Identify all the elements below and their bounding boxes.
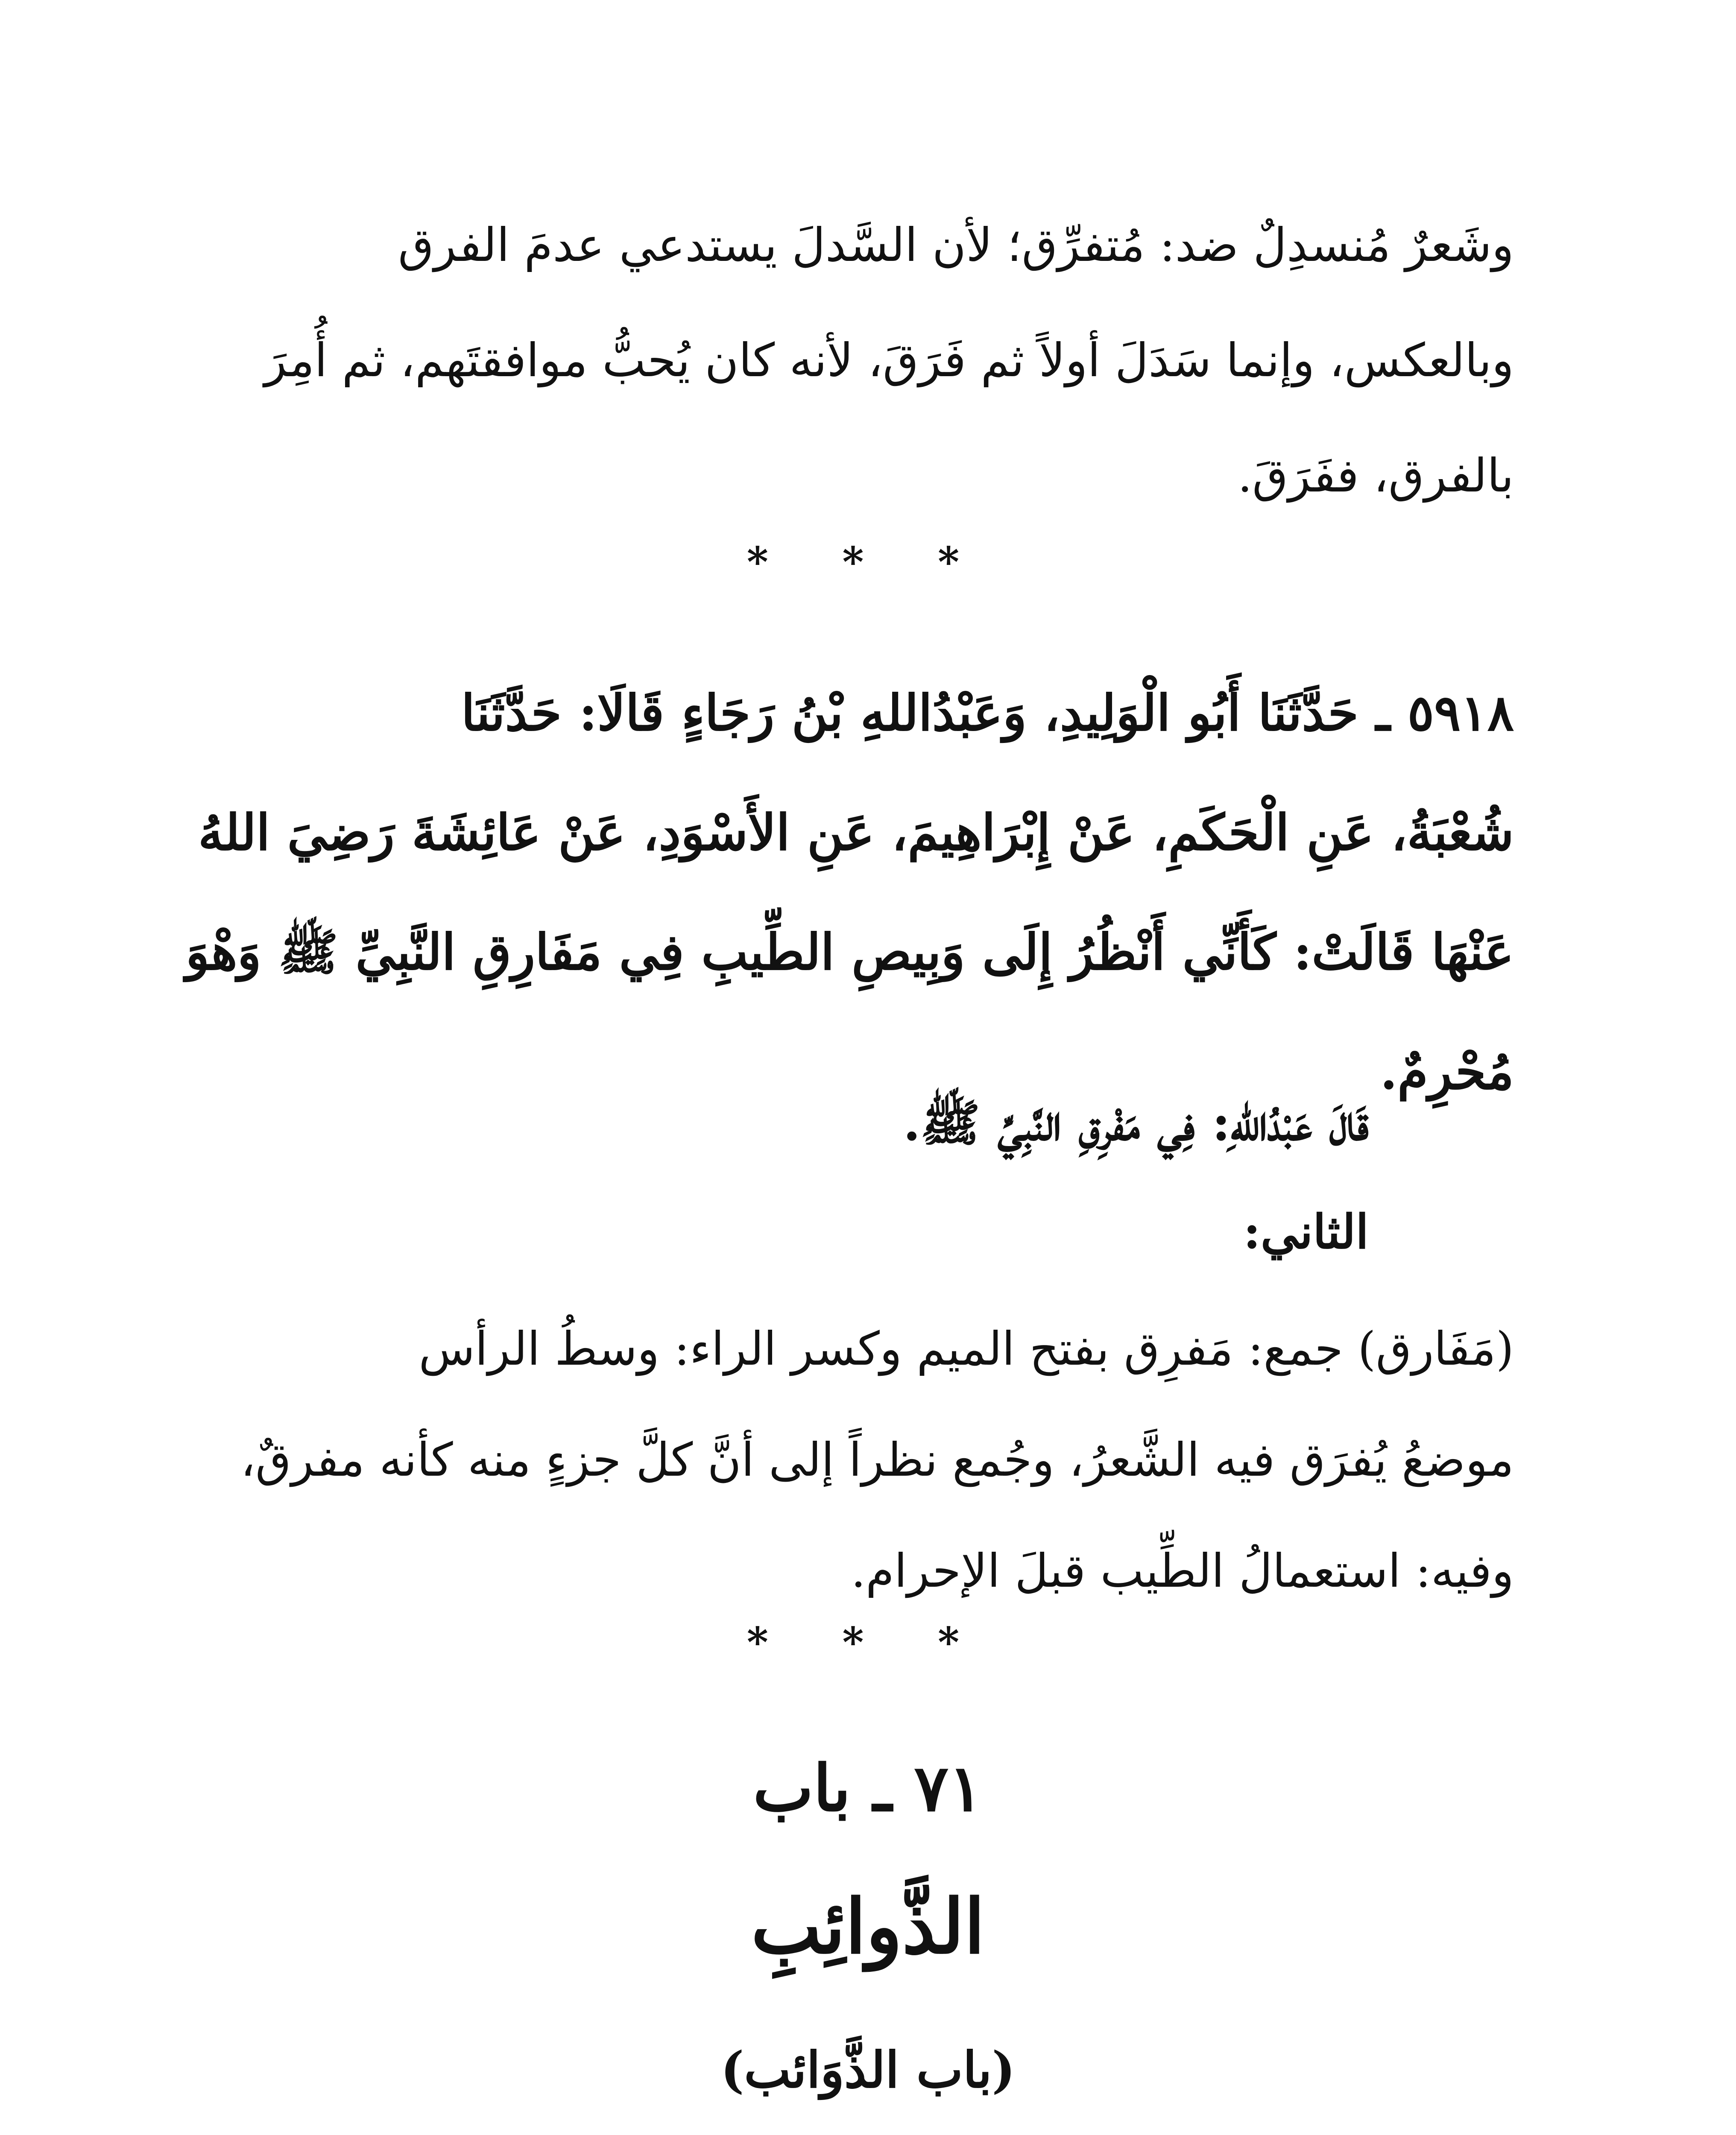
chapter-subtitle: (باب الذَّوَائب) (720, 2041, 1016, 2099)
text-line: موضعُ يُفرَق فيه الشَّعرُ، وجُمع نظراً إلى أنَّ كلَّ جزءٍ منه كأنه مفرقٌ، (240, 1433, 1514, 1487)
text-line: وشَعرٌ مُنسدِلٌ ضد: مُتفرِّق؛ لأن السَّدلَ يستدعي عدمَ الفرق (398, 219, 1514, 272)
second-heading: الثاني: (1243, 1204, 1369, 1259)
text-line: (مَفَارق) جمع: مَفرِق بفتح الميم وكسر الراء: وسطُ الرأس (419, 1322, 1514, 1376)
hadith-text (185, 653, 1514, 1132)
text-line: شُعْبَةُ، عَنِ الْحَكَمِ، عَنْ إِبْرَاهِيمَ، عَنِ الأَسْوَدِ، عَنْ عَائِشَةَ رَضِيَ اللهُ (198, 804, 1514, 862)
text-line: وبالعكس، وإنما سَدَلَ أولاً ثم فَرَقَ، لأنه كان يُحبُّ موافقتَهم، ثم أُمِرَ (264, 334, 1514, 387)
chapter-title: الذَّوائِبِ (751, 1883, 985, 1971)
section-separator: * * * (747, 538, 989, 586)
commentary-paragraph (222, 1294, 1514, 1627)
text-line: عَنْهَا قَالَتْ: كَأَنِّي أَنْظُرُ إِلَى وَبِيصِ الطِّيبِ فِي مَفَارِقِ النَّبِيِّ ﷺ وَهْوَ (185, 923, 1514, 981)
section-separator: * * * (747, 1618, 989, 1667)
abdullah-saying: قَالَ عَبْدُاللهِ: فِي مَفْرِقِ النَّبِيِّ ﷺ. (903, 1094, 1369, 1152)
text-line: مُحْرِمٌ. (1380, 1043, 1514, 1101)
intro-paragraph (222, 188, 1514, 534)
text-line: ٥٩١٨ ـ حَدَّثَنَا أَبُو الْوَلِيدِ، وَعَبْدُاللهِ بْنُ رَجَاءٍ قَالَا: حَدَّثَنَا (461, 684, 1514, 742)
text-line: وفيه: استعمالُ الطِّيب قبلَ الإحرام. (851, 1544, 1514, 1598)
text-line: بالفرق، ففَرَقَ. (1237, 449, 1514, 503)
chapter-number: ٧١ ـ باب (753, 1751, 983, 1826)
